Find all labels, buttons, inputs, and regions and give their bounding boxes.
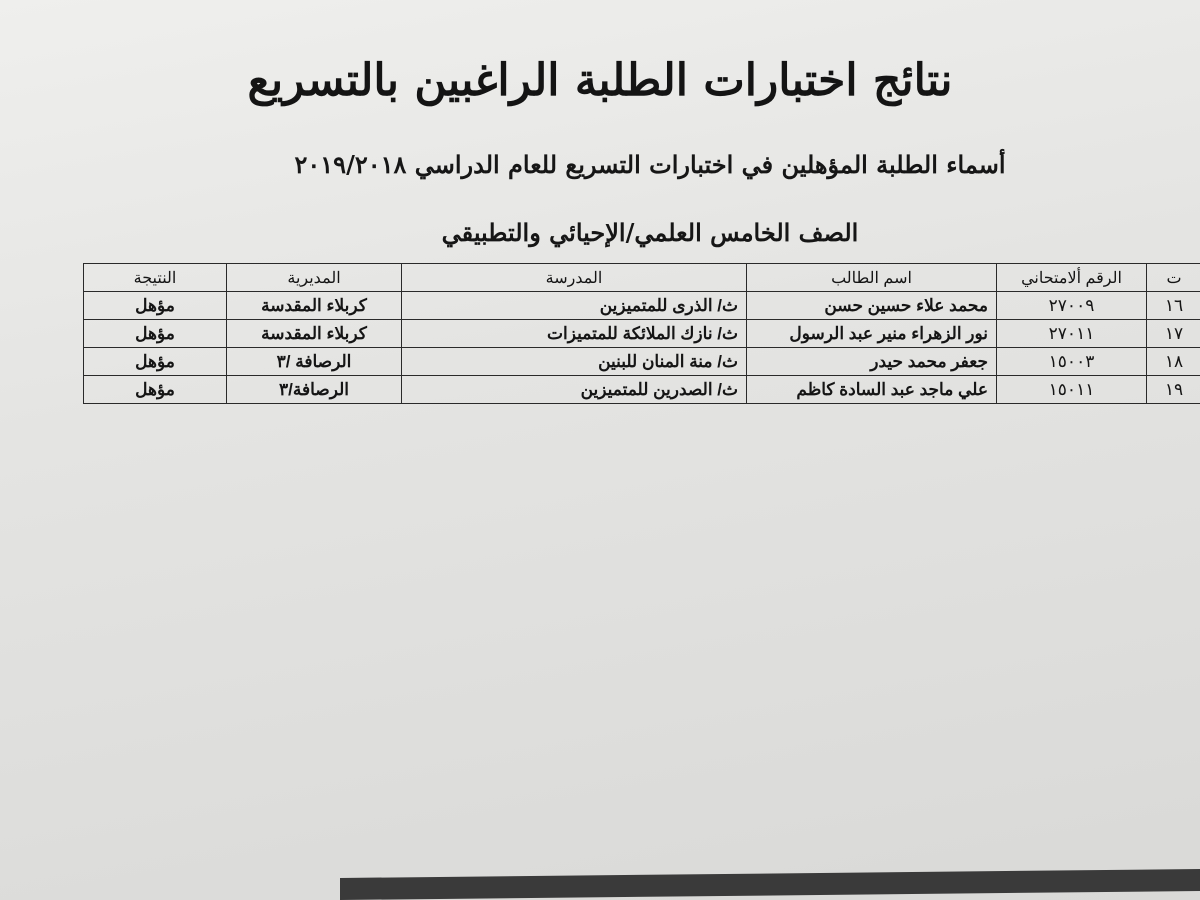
row-result: مؤهل (84, 376, 227, 404)
row-exam-number: ١٥٠٠٣ (997, 348, 1147, 376)
class-heading: الصف الخامس العلمي/الإحيائي والتطبيقي (441, 218, 859, 247)
table-row (84, 320, 1200, 348)
row-directorate: كربلاء المقدسة (227, 292, 402, 320)
document-title: نتائج اختبارات الطلبة الراغبين بالتسريع (247, 55, 953, 106)
row-exam-number: ٢٧٠١١ (997, 320, 1147, 348)
results-table (83, 263, 1200, 404)
row-seq: ١٩ (1147, 376, 1200, 404)
paper-edge-shadow (340, 869, 1200, 900)
row-result: مؤهل (84, 292, 227, 320)
row-school: ث/ نازك الملائكة للمتميزات (402, 320, 747, 348)
row-result: مؤهل (84, 348, 227, 376)
row-school: ث/ منة المنان للبنين (402, 348, 747, 376)
row-seq: ١٨ (1147, 348, 1200, 376)
row-directorate: كربلاء المقدسة (227, 320, 402, 348)
row-seq: ١٧ (1147, 320, 1200, 348)
header-school: المدرسة (402, 264, 747, 292)
row-student-name: محمد علاء حسين حسن (747, 292, 997, 320)
row-exam-number: ٢٧٠٠٩ (997, 292, 1147, 320)
row-directorate: الرصافة /٣ (227, 348, 402, 376)
table-row (84, 348, 1200, 376)
row-seq: ١٦ (1147, 292, 1200, 320)
table-header-row (84, 264, 1200, 292)
header-seq: ت (1147, 264, 1200, 292)
header-exam-number: الرقم ألامتحاني (997, 264, 1147, 292)
header-result: النتيجة (84, 264, 227, 292)
row-exam-number: ١٥٠١١ (997, 376, 1147, 404)
header-student-name: اسم الطالب (747, 264, 997, 292)
header-directorate: المديرية (227, 264, 402, 292)
row-school: ث/ الذرى للمتميزين (402, 292, 747, 320)
row-school: ث/ الصدرين للمتميزين (402, 376, 747, 404)
row-student-name: علي ماجد عبد السادة كاظم (747, 376, 997, 404)
row-result: مؤهل (84, 320, 227, 348)
row-student-name: نور الزهراء منير عبد الرسول (747, 320, 997, 348)
document-subtitle: أسماء الطلبة المؤهلين في اختبارات التسريع للعام الدراسي ٢٠١٩/٢٠١٨ (294, 150, 1006, 179)
table-row (84, 376, 1200, 404)
row-directorate: الرصافة/٣ (227, 376, 402, 404)
table-row (84, 292, 1200, 320)
row-student-name: جعفر محمد حيدر (747, 348, 997, 376)
